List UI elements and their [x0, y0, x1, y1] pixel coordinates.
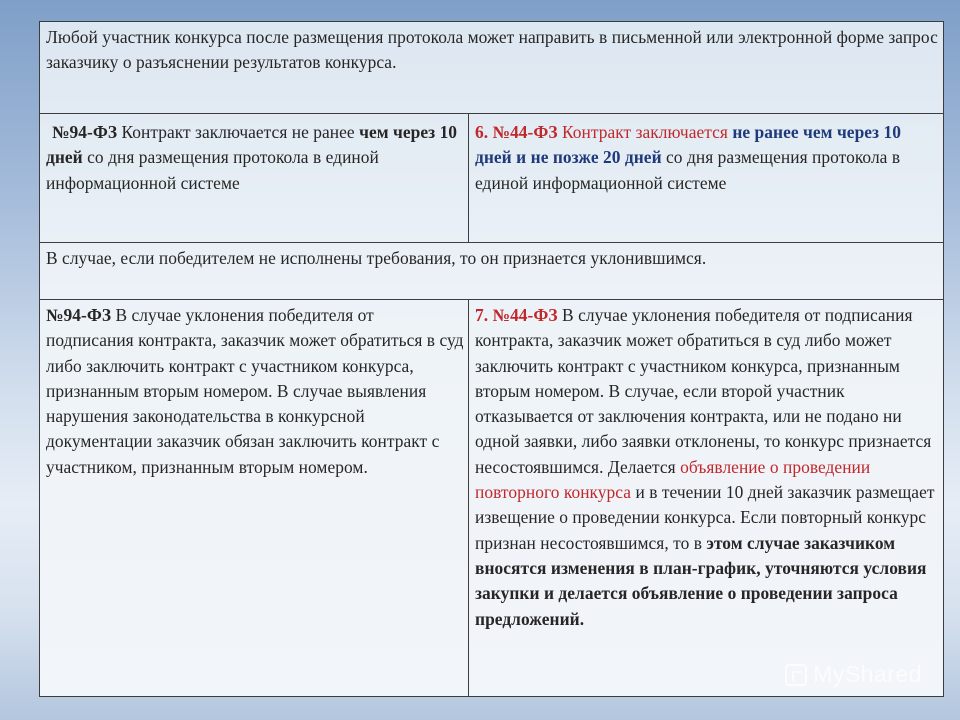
comparison-table — [39, 21, 944, 697]
law44-evasion-cell — [469, 300, 944, 697]
evasion-text: В случае, если победителем не исполнены требования, то он признается уклонившимся. — [46, 248, 707, 268]
law44-evasion-text-2: и в течении 10 дней заказчик размещает извещение о проведении конкурса. Если повторный конкурс признан несостоявшимся, то в — [475, 482, 935, 553]
repeat-tender-notice: объявление о проведении повторного конкурса — [475, 456, 871, 503]
evasion-cell — [40, 243, 944, 300]
law44-evasion-label: 7. №44-ФЗ — [475, 305, 558, 325]
law94-label: №94-ФЗ — [52, 122, 118, 142]
table-row — [40, 300, 944, 697]
law44-text-1: Контракт заключается — [557, 122, 733, 142]
law44-text-2: со дня размещения протокола в единой информационной системе — [475, 147, 901, 193]
table-row — [40, 243, 944, 300]
law94-term: чем через 10 дней — [46, 122, 458, 168]
law44-contract-cell — [469, 114, 944, 243]
law94-evasion-cell — [40, 300, 469, 697]
intro-text-line1: Любой участник конкурса после размещения протокола может направить в письменной или — [46, 27, 734, 47]
table-row — [40, 114, 944, 243]
law44-plan-changes: этом случае заказчиком вносятся изменения в план-график, уточняются условия закупки и делается объявление о проведении запроса предложений. — [475, 532, 927, 629]
law44-label: 6. №44-ФЗ — [475, 122, 558, 142]
law44-evasion-text-1: В случае уклонения победителя от подписания контракта, заказчик может обратиться в суд либо может заключить контракт с участником конкурса, признанным вторым номером. В случае, если второй участник отказывается от заключения контракта, или не подано ни одной заявки, либо заявки отклонены, то конкурс признается несостоявшимся. Делается — [475, 305, 932, 477]
watermark — [785, 661, 922, 688]
law94-evasion-text: В случае уклонения победителя от подписания контракта, заказчик может обратиться в суд либо заключить контракт с участником конкурса, признанным вторым номером. В случае выявления нарушения законодательства в конкурсной документации заказчик обязан заключить контракт с участником, признанным вторым номером. — [46, 305, 464, 477]
law94-text-1: Контракт заключается не ранее — [117, 122, 360, 142]
law44-term: не ранее чем через 10 дней и не позже 20 дней — [475, 122, 901, 168]
law94-text-2: со дня размещения протокола в единой информационной системе — [46, 147, 379, 193]
law94-evasion-label: №94-ФЗ — [46, 305, 112, 325]
intro-cell — [40, 22, 944, 114]
table-row — [40, 22, 944, 114]
law94-contract-cell — [40, 114, 469, 243]
intro-text-line2: электронной форме запрос заказчику о разъяснении результатов конкурса. — [46, 27, 938, 73]
presentation-icon — [785, 664, 807, 686]
watermark-text: MyShared — [813, 661, 922, 687]
